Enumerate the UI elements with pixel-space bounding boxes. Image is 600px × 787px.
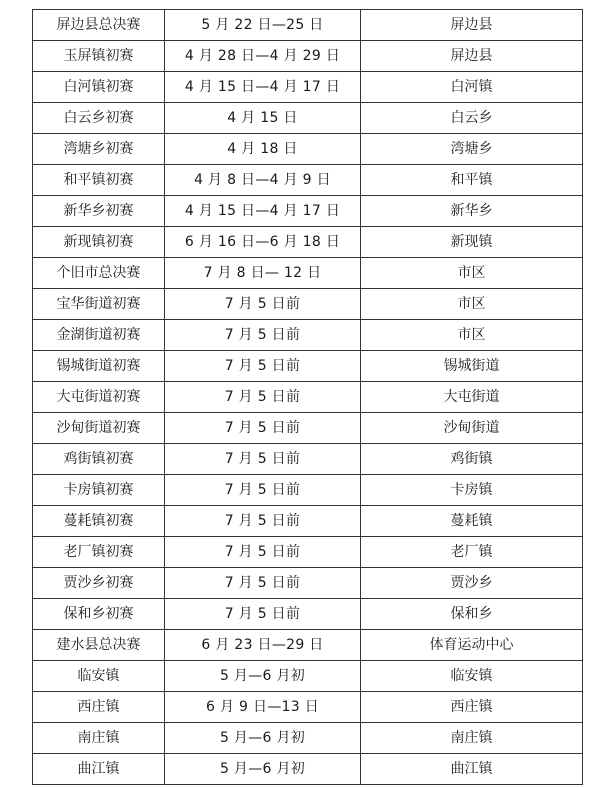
event-time-cell: 7 月 5 日前 — [165, 382, 361, 413]
schedule-table-body — [33, 10, 583, 785]
table-row — [33, 165, 583, 196]
event-time-cell: 5 月—6 月初 — [165, 723, 361, 754]
event-venue-cell: 曲江镇 — [361, 754, 583, 785]
table-row — [33, 599, 583, 630]
event-time-cell: 5 月—6 月初 — [165, 754, 361, 785]
event-name-cell: 宝华街道初赛 — [33, 289, 165, 320]
event-time-cell: 7 月 5 日前 — [165, 506, 361, 537]
table-row — [33, 692, 583, 723]
table-row — [33, 320, 583, 351]
event-time-cell: 6 月 16 日—6 月 18 日 — [165, 227, 361, 258]
event-venue-cell: 市区 — [361, 258, 583, 289]
table-row — [33, 444, 583, 475]
table-row — [33, 630, 583, 661]
table-row — [33, 537, 583, 568]
table-row — [33, 351, 583, 382]
event-name-cell: 锡城街道初赛 — [33, 351, 165, 382]
event-time-cell: 7 月 8 日— 12 日 — [165, 258, 361, 289]
event-time-cell: 4 月 15 日—4 月 17 日 — [165, 72, 361, 103]
event-venue-cell: 西庄镇 — [361, 692, 583, 723]
event-venue-cell: 蔓耗镇 — [361, 506, 583, 537]
event-venue-cell: 屏边县 — [361, 41, 583, 72]
event-name-cell: 玉屏镇初赛 — [33, 41, 165, 72]
event-venue-cell: 大屯街道 — [361, 382, 583, 413]
event-time-cell: 7 月 5 日前 — [165, 568, 361, 599]
event-name-cell: 个旧市总决赛 — [33, 258, 165, 289]
event-name-cell: 老厂镇初赛 — [33, 537, 165, 568]
event-venue-cell: 南庄镇 — [361, 723, 583, 754]
event-name-cell: 金湖街道初赛 — [33, 320, 165, 351]
event-time-cell: 4 月 28 日—4 月 29 日 — [165, 41, 361, 72]
event-venue-cell: 屏边县 — [361, 10, 583, 41]
event-name-cell: 湾塘乡初赛 — [33, 134, 165, 165]
event-name-cell: 新现镇初赛 — [33, 227, 165, 258]
table-row — [33, 10, 583, 41]
event-venue-cell: 保和乡 — [361, 599, 583, 630]
table-row — [33, 134, 583, 165]
event-name-cell: 和平镇初赛 — [33, 165, 165, 196]
event-time-cell: 6 月 23 日—29 日 — [165, 630, 361, 661]
event-name-cell: 卡房镇初赛 — [33, 475, 165, 506]
event-venue-cell: 白河镇 — [361, 72, 583, 103]
event-time-cell: 6 月 9 日—13 日 — [165, 692, 361, 723]
table-row — [33, 568, 583, 599]
event-venue-cell: 市区 — [361, 289, 583, 320]
event-time-cell: 4 月 15 日—4 月 17 日 — [165, 196, 361, 227]
event-name-cell: 保和乡初赛 — [33, 599, 165, 630]
event-name-cell: 屏边县总决赛 — [33, 10, 165, 41]
event-venue-cell: 临安镇 — [361, 661, 583, 692]
event-venue-cell: 贾沙乡 — [361, 568, 583, 599]
event-name-cell: 贾沙乡初赛 — [33, 568, 165, 599]
event-name-cell: 白河镇初赛 — [33, 72, 165, 103]
event-time-cell: 7 月 5 日前 — [165, 320, 361, 351]
event-venue-cell: 市区 — [361, 320, 583, 351]
table-row — [33, 754, 583, 785]
event-venue-cell: 沙甸街道 — [361, 413, 583, 444]
event-name-cell: 临安镇 — [33, 661, 165, 692]
event-venue-cell: 白云乡 — [361, 103, 583, 134]
event-venue-cell: 新华乡 — [361, 196, 583, 227]
event-time-cell: 7 月 5 日前 — [165, 444, 361, 475]
event-name-cell: 西庄镇 — [33, 692, 165, 723]
event-name-cell: 蔓耗镇初赛 — [33, 506, 165, 537]
event-venue-cell: 锡城街道 — [361, 351, 583, 382]
table-row — [33, 382, 583, 413]
table-row — [33, 41, 583, 72]
table-row — [33, 103, 583, 134]
table-row — [33, 258, 583, 289]
event-name-cell: 南庄镇 — [33, 723, 165, 754]
event-name-cell: 沙甸街道初赛 — [33, 413, 165, 444]
event-time-cell: 5 月—6 月初 — [165, 661, 361, 692]
table-row — [33, 661, 583, 692]
event-time-cell: 7 月 5 日前 — [165, 599, 361, 630]
table-row — [33, 723, 583, 754]
event-venue-cell: 和平镇 — [361, 165, 583, 196]
table-row — [33, 196, 583, 227]
schedule-table — [32, 9, 583, 785]
event-name-cell: 白云乡初赛 — [33, 103, 165, 134]
event-time-cell: 5 月 22 日—25 日 — [165, 10, 361, 41]
event-name-cell: 建水县总决赛 — [33, 630, 165, 661]
event-time-cell: 4 月 15 日 — [165, 103, 361, 134]
table-row — [33, 413, 583, 444]
table-row — [33, 289, 583, 320]
event-name-cell: 大屯街道初赛 — [33, 382, 165, 413]
event-time-cell: 7 月 5 日前 — [165, 475, 361, 506]
event-venue-cell: 新现镇 — [361, 227, 583, 258]
event-time-cell: 7 月 5 日前 — [165, 289, 361, 320]
event-name-cell: 曲江镇 — [33, 754, 165, 785]
table-row — [33, 72, 583, 103]
event-time-cell: 7 月 5 日前 — [165, 413, 361, 444]
event-venue-cell: 老厂镇 — [361, 537, 583, 568]
table-row — [33, 506, 583, 537]
event-time-cell: 7 月 5 日前 — [165, 351, 361, 382]
event-time-cell: 4 月 18 日 — [165, 134, 361, 165]
event-venue-cell: 体育运动中心 — [361, 630, 583, 661]
event-name-cell: 鸡街镇初赛 — [33, 444, 165, 475]
table-row — [33, 475, 583, 506]
event-time-cell: 7 月 5 日前 — [165, 537, 361, 568]
event-name-cell: 新华乡初赛 — [33, 196, 165, 227]
event-time-cell: 4 月 8 日—4 月 9 日 — [165, 165, 361, 196]
event-venue-cell: 卡房镇 — [361, 475, 583, 506]
event-venue-cell: 湾塘乡 — [361, 134, 583, 165]
event-venue-cell: 鸡街镇 — [361, 444, 583, 475]
table-row — [33, 227, 583, 258]
